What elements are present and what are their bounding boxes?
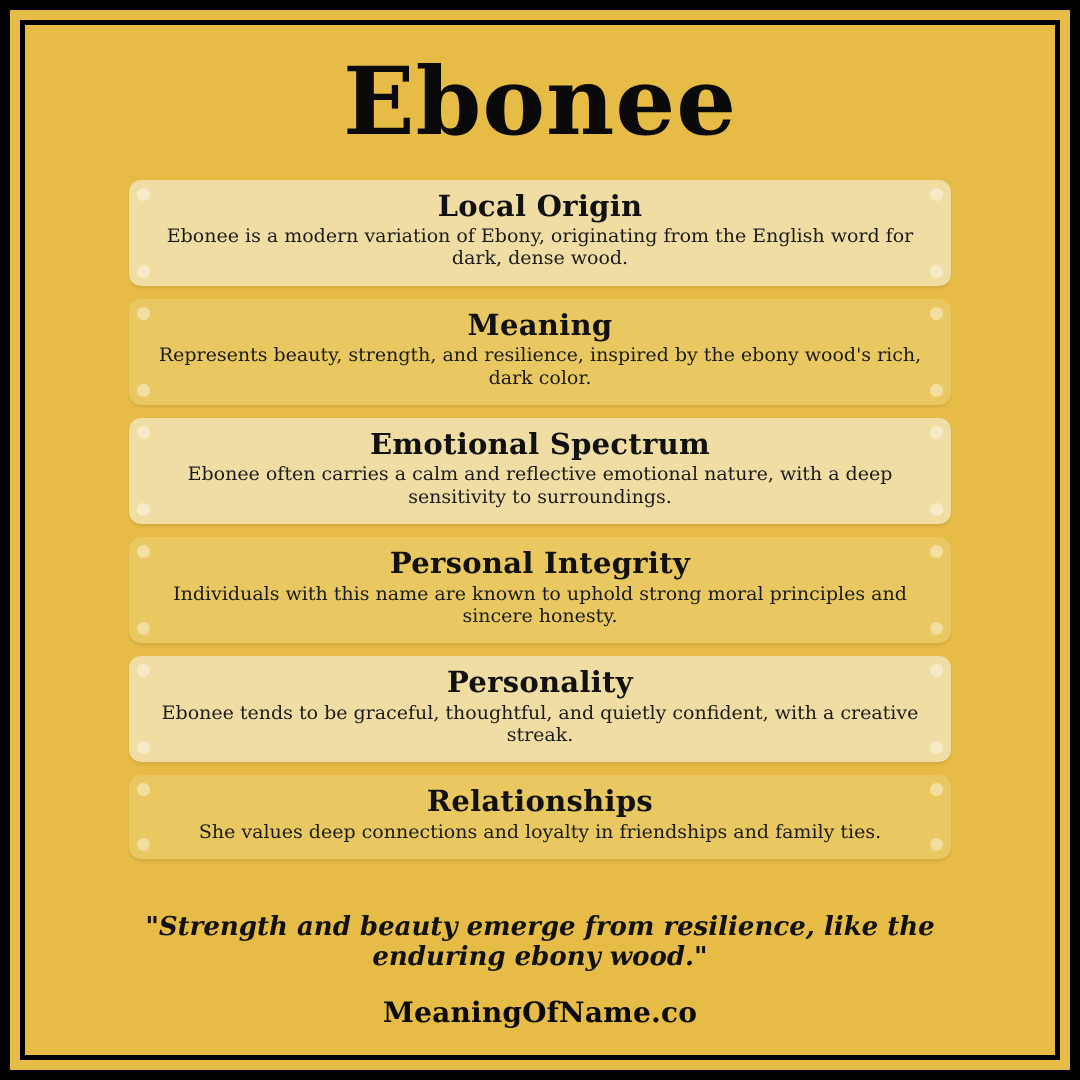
corner-dot-icon (137, 265, 150, 278)
section-body: Ebonee tends to be graceful, thoughtful, and quietly confident, with a creative streak. (161, 701, 919, 747)
section-card-personality (129, 656, 951, 762)
page-title: Ebonee (342, 47, 738, 157)
corner-dot-icon (930, 384, 943, 397)
section-card-personal-integrity (129, 537, 951, 643)
corner-dot-icon (930, 741, 943, 754)
section-body: Ebonee is a modern variation of Ebony, originating from the English word for dark, dense wood. (166, 225, 914, 270)
corner-dot-icon (137, 741, 150, 754)
section-body: Ebonee often carries a calm and reflective emotional nature, with a deep sensitivity to surroundings. (187, 463, 893, 508)
corner-dot-icon (930, 265, 943, 278)
corner-dot-icon (137, 622, 150, 635)
section-body: Individuals with this name are known to uphold strong moral principles and sincere honesty. (173, 582, 907, 627)
section-card-relationships (129, 775, 951, 859)
poster-inner-frame (20, 20, 1060, 1060)
corner-dot-icon (137, 838, 150, 851)
section-list (57, 180, 1023, 860)
quote-text: "Strength and beauty emerge from resilience, like the enduring ebony wood." (145, 912, 935, 972)
corner-dot-icon (930, 622, 943, 635)
section-card-emotional-spectrum (129, 418, 951, 524)
corner-dot-icon (930, 503, 943, 516)
section-heading: Relationships (426, 784, 654, 819)
brand-name: MeaningOfName.co (382, 996, 698, 1029)
section-card-meaning (129, 299, 951, 405)
section-heading: Local Origin (437, 188, 643, 223)
corner-dot-icon (930, 838, 943, 851)
section-body: She values deep connections and loyalty in friendships and family ties. (198, 820, 882, 843)
poster-footer (57, 912, 1023, 1035)
section-body: Represents beauty, strength, and resilience, inspired by the ebony wood's rich, dark color. (158, 344, 922, 389)
section-card-local-origin (129, 180, 951, 286)
section-heading: Meaning (467, 307, 613, 342)
corner-dot-icon (137, 503, 150, 516)
corner-dot-icon (137, 384, 150, 397)
section-heading: Personality (447, 665, 633, 700)
section-heading: Emotional Spectrum (369, 427, 711, 461)
section-heading: Personal Integrity (389, 546, 691, 581)
